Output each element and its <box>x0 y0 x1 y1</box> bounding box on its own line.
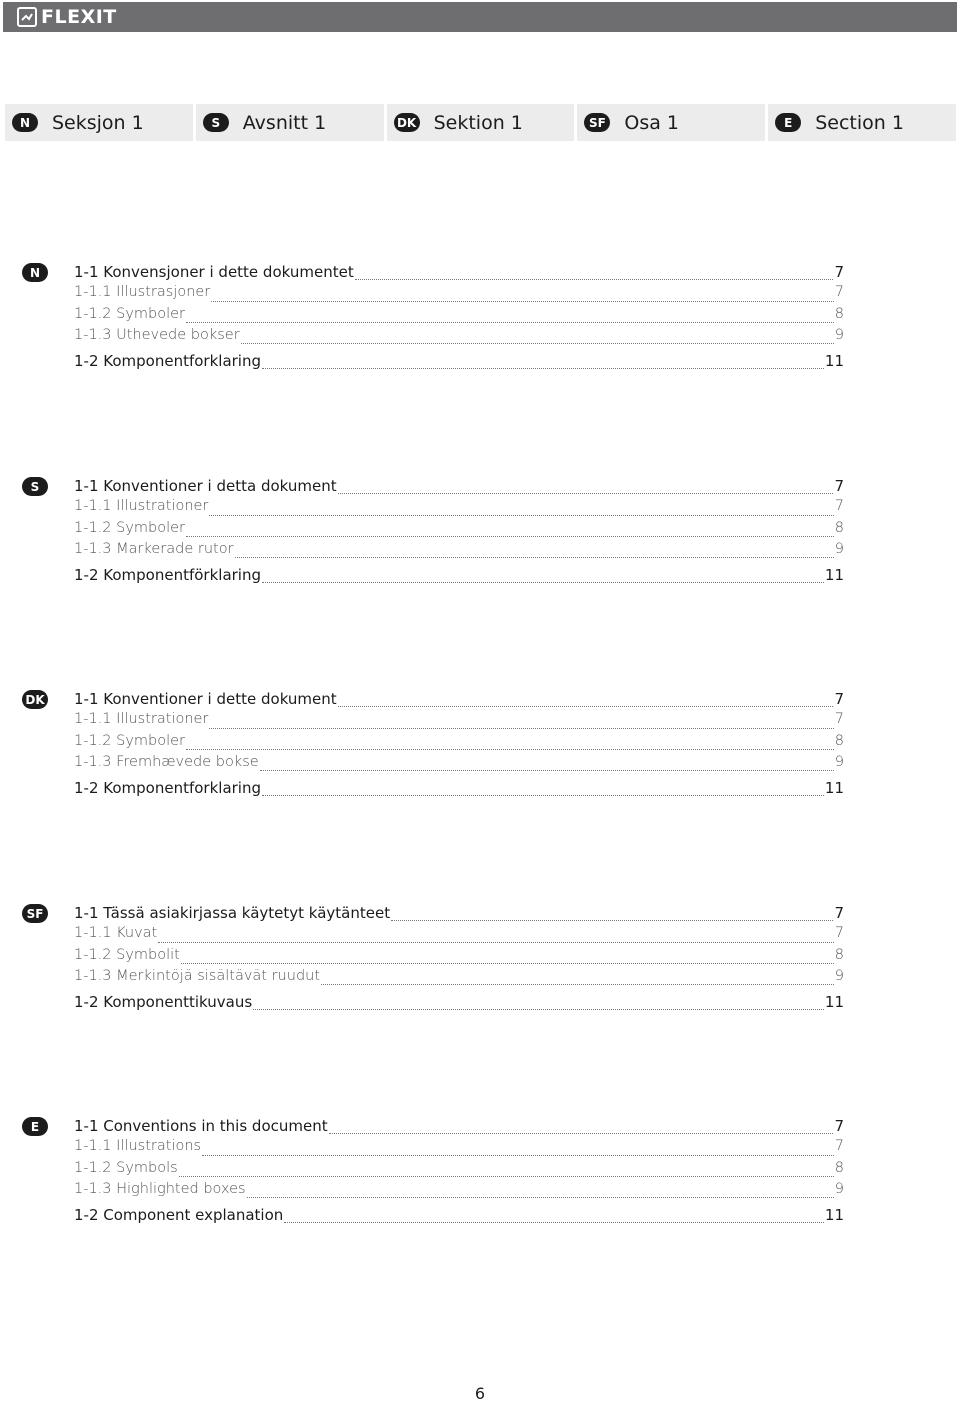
leader-dots <box>391 919 833 921</box>
language-badge: DK <box>394 113 420 132</box>
toc-entry-title: 1-1.3 Markerade rutor <box>74 540 234 557</box>
toc-entry-page: 7 <box>834 1117 844 1135</box>
toc-entry[interactable] <box>74 993 844 1014</box>
toc-entry-title: 1-1.3 Merkintöjä sisältävät ruudut <box>74 967 321 984</box>
tab-label: Seksjon 1 <box>52 111 144 134</box>
toc-entry[interactable] <box>74 925 844 946</box>
toc-entry-title: 1-1 Conventions in this document <box>74 1117 328 1135</box>
tab-label: Section 1 <box>815 111 904 134</box>
toc-entry-title: 1-1.1 Illustrasjoner <box>74 284 211 301</box>
toc-entry-title: 1-1.1 Illustrationer <box>74 498 209 515</box>
leader-dots <box>235 556 834 558</box>
toc-entry[interactable] <box>74 733 844 754</box>
toc-entry-page: 7 <box>834 498 844 515</box>
section-tabs <box>5 104 956 141</box>
language-badge: S <box>203 113 229 132</box>
toc-list <box>74 477 844 587</box>
toc-list <box>74 690 844 800</box>
toc-entry-page: 8 <box>834 519 844 536</box>
toc-entry-page: 8 <box>834 946 844 963</box>
toc-entry-page: 7 <box>834 690 844 708</box>
leader-dots <box>284 1221 824 1223</box>
toc-entry-page: 9 <box>834 540 844 557</box>
toc-entry-page: 7 <box>834 263 844 281</box>
toc-entry[interactable] <box>74 947 844 968</box>
toc-entry-page: 9 <box>834 967 844 984</box>
toc-entry-title: 1-1.3 Highlighted boxes <box>74 1180 246 1197</box>
toc-entry-page: 9 <box>834 326 844 343</box>
toc-entry-title: 1-1.1 Illustrationer <box>74 711 209 728</box>
toc-entry-page: 7 <box>834 1138 844 1155</box>
page-number: 6 <box>474 1384 486 1403</box>
toc-entry[interactable] <box>74 352 844 373</box>
toc-entry-title: 1-1 Konventioner i dette dokument <box>74 690 337 708</box>
toc-entry-title: 1-1 Konventioner i detta dokument <box>74 477 337 495</box>
language-badge: N <box>12 113 38 132</box>
language-badge: S <box>22 477 48 496</box>
toc-entry[interactable] <box>74 327 844 348</box>
leader-dots <box>209 514 833 516</box>
language-badge: E <box>775 113 801 132</box>
leader-dots <box>262 794 824 796</box>
toc-entry[interactable] <box>74 306 844 327</box>
toc-entry[interactable] <box>74 477 844 498</box>
toc-entry[interactable] <box>74 1117 844 1138</box>
toc-entry-page: 7 <box>834 925 844 942</box>
leader-dots <box>321 983 834 985</box>
toc-entry-title: 1-1.1 Illustrations <box>74 1138 202 1155</box>
leader-dots <box>260 769 834 771</box>
leader-dots <box>186 321 834 323</box>
toc-entry-page: 8 <box>834 732 844 749</box>
toc-entry-page: 11 <box>824 352 844 371</box>
toc-entry[interactable] <box>74 690 844 711</box>
tab-swedish <box>196 104 384 141</box>
toc-entry-title: 1-1.2 Symboler <box>74 732 186 749</box>
language-badge: N <box>22 263 48 282</box>
language-badge: SF <box>22 904 48 923</box>
toc-entry[interactable] <box>74 711 844 732</box>
leader-dots <box>262 581 824 583</box>
language-badge: SF <box>584 113 610 132</box>
language-badge: E <box>22 1117 48 1136</box>
leader-dots <box>179 1175 834 1177</box>
leader-dots <box>338 492 834 494</box>
leader-dots <box>158 941 834 943</box>
tab-danish <box>387 104 575 141</box>
leader-dots <box>241 342 834 344</box>
toc-entry[interactable] <box>74 520 844 541</box>
toc-entry-page: 7 <box>834 477 844 495</box>
toc-entry-title: 1-1.2 Symbols <box>74 1159 178 1176</box>
toc-entry-page: 11 <box>824 993 844 1012</box>
toc-entry-page: 11 <box>824 779 844 798</box>
toc-list <box>74 904 844 1014</box>
toc-entry-title: 1-2 Komponenttikuvaus <box>74 993 253 1012</box>
toc-entry-page: 11 <box>824 566 844 585</box>
toc-entry-page: 7 <box>834 904 844 922</box>
language-badge: DK <box>22 690 48 709</box>
toc-entry[interactable] <box>74 779 844 800</box>
toc-entry[interactable] <box>74 1206 844 1227</box>
toc-entry-title: 1-1 Konvensjoner i dette dokumentet <box>74 263 354 281</box>
toc-entry-title: 1-1 Tässä asiakirjassa käytetyt käytänteet <box>74 904 391 922</box>
toc-entry-page: 9 <box>834 753 844 770</box>
tab-label: Avsnitt 1 <box>242 111 327 134</box>
leader-dots <box>181 962 834 964</box>
toc-entry-page: 9 <box>834 1180 844 1197</box>
leader-dots <box>202 1154 834 1156</box>
toc-entry-page: 7 <box>834 711 844 728</box>
leader-dots <box>262 367 824 369</box>
toc-entry[interactable] <box>74 1181 844 1202</box>
leader-dots <box>355 278 834 280</box>
toc-entry[interactable] <box>74 541 844 562</box>
leader-dots <box>186 748 834 750</box>
toc-entry[interactable] <box>74 498 844 519</box>
leader-dots <box>186 535 834 537</box>
toc-entry-page: 8 <box>834 305 844 322</box>
toc-entry[interactable] <box>74 904 844 925</box>
toc-list <box>74 1117 844 1227</box>
toc-entry-title: 1-1.3 Uthevede bokser <box>74 326 240 343</box>
toc-entry-title: 1-2 Komponentforklaring <box>74 779 262 798</box>
flexit-logo <box>17 6 117 28</box>
leader-dots <box>253 1008 824 1010</box>
tab-norwegian <box>5 104 193 141</box>
toc-entry-title: 1-1.3 Fremhævede bokse <box>74 753 259 770</box>
toc-entry-title: 1-1.1 Kuvat <box>74 925 158 942</box>
tab-label: Osa 1 <box>624 111 680 134</box>
toc-entry-page: 8 <box>834 1159 844 1176</box>
leader-dots <box>338 705 834 707</box>
toc-entry-title: 1-1.2 Symbolit <box>74 946 180 963</box>
logo-text: FLEXIT <box>41 6 117 28</box>
toc-entry[interactable] <box>74 754 844 775</box>
toc-entry-title: 1-1.2 Symboler <box>74 519 186 536</box>
toc-entry-title: 1-2 Komponentförklaring <box>74 566 262 585</box>
toc-entry[interactable] <box>74 284 844 305</box>
toc-entry-page: 7 <box>834 284 844 301</box>
toc-entry-title: 1-2 Component explanation <box>74 1206 284 1225</box>
tab-english <box>768 104 956 141</box>
toc-entry-title: 1-1.2 Symboler <box>74 305 186 322</box>
toc-entry[interactable] <box>74 968 844 989</box>
flexit-logo-icon <box>17 7 37 27</box>
leader-dots <box>209 727 833 729</box>
toc-entry-page: 11 <box>824 1206 844 1225</box>
toc-entry-title: 1-2 Komponentforklaring <box>74 352 262 371</box>
leader-dots <box>329 1132 834 1134</box>
leader-dots <box>211 300 834 302</box>
toc-list <box>74 263 844 373</box>
toc-entry[interactable] <box>74 263 844 284</box>
toc-entry[interactable] <box>74 1138 844 1159</box>
header-bar <box>3 2 957 32</box>
tab-label: Sektion 1 <box>433 111 523 134</box>
toc-entry[interactable] <box>74 566 844 587</box>
toc-entry[interactable] <box>74 1160 844 1181</box>
tab-finnish <box>577 104 765 141</box>
leader-dots <box>247 1196 834 1198</box>
